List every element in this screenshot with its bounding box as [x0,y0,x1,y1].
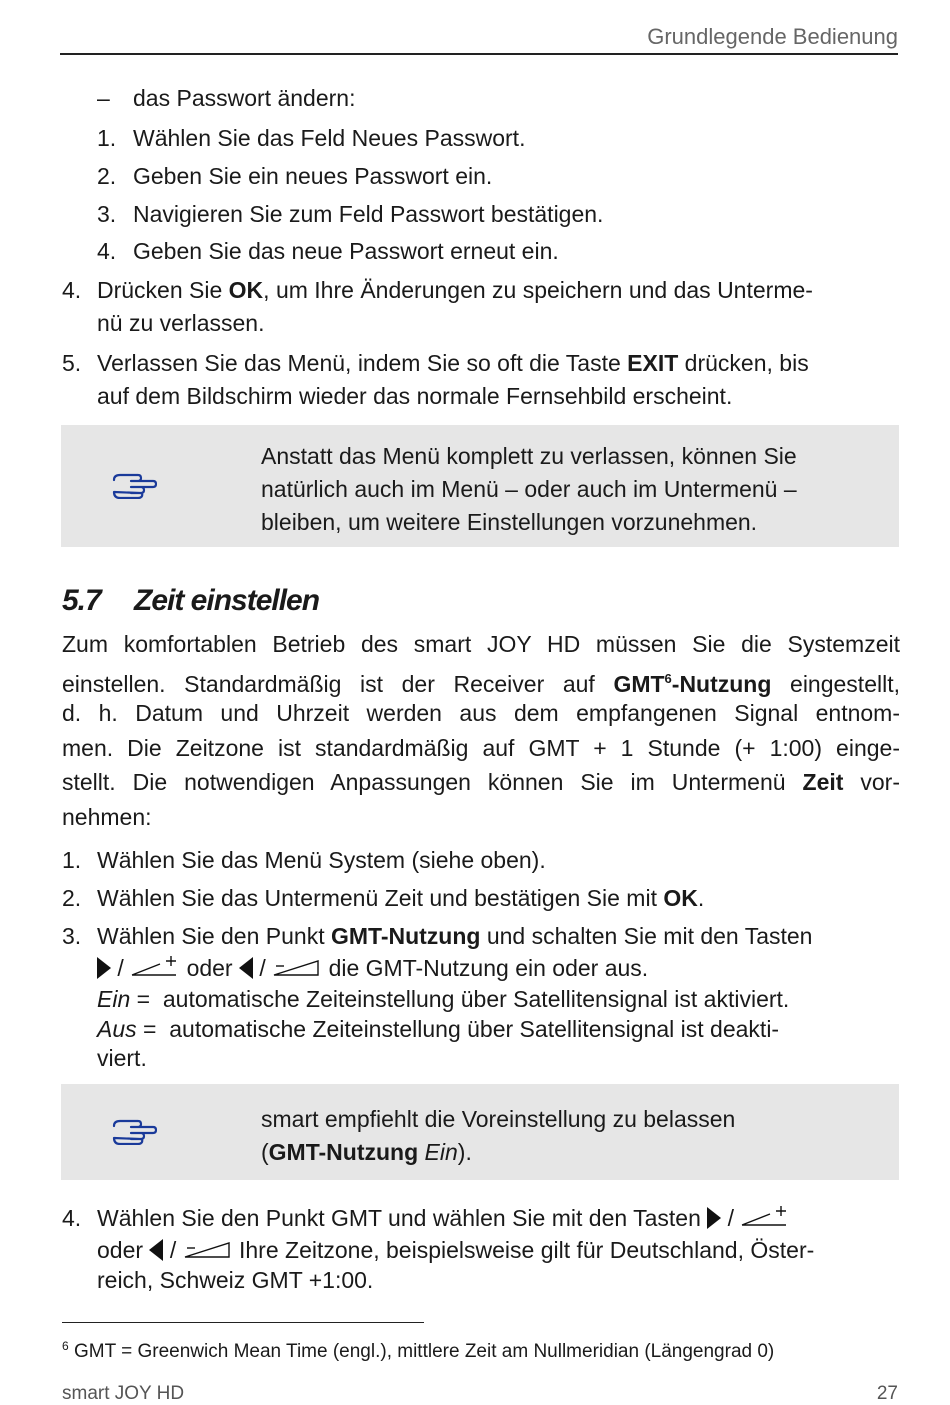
paragraph-line: Zum komfortablen Betrieb des smart JOY HD müssen Sie die Systemzeit [62,631,900,657]
left-arrow-key-icon [149,1239,163,1261]
volume-up-key-icon [130,956,180,978]
paragraph-line: einstellen. Standardmäßig ist der Receiver auf GMT$^6$-Nutzung eingestellt, [62,670,900,697]
step-text-continued: nü zu verlassen. [97,310,265,336]
list-item-text: Geben Sie ein neues Passwort ein. [133,163,493,189]
ok-key-label: OK [228,277,264,303]
item-number: 4. [97,238,117,264]
list-item [97,123,116,153]
volume-down-key-icon [272,956,322,978]
note-box [61,1084,899,1180]
list-item-text: Wählen Sie das Feld Neues Passwort. [133,125,526,151]
intro-paragraph [62,627,900,835]
note-line: bleiben, um weitere Einstellungen vorzunehmen. [261,509,758,535]
item-number: 3. [97,201,117,227]
note-line: natürlich auch im Menü – oder auch im Untermenü – [261,476,797,502]
aus-definition-continued: viert. [97,1045,147,1071]
section-heading [62,584,319,618]
dash-bullet: – [97,85,110,111]
paragraph-line: d. h. Datum und Uhrzeit werden aus dem empfangenen Signal entnom- [62,700,900,727]
item-number: 2. [97,163,117,189]
step-number: 5. [62,350,82,376]
aus-definition: Aus = automatische Zeiteinstellung über Satellitensignal ist deakti- [97,1016,780,1042]
note-box [61,425,899,547]
step-text-continued: oder / Ihre Zeitzone, beispielsweise gilt für Deutschland, Öster- [97,1237,815,1263]
footnote-rule [62,1322,424,1323]
section-title: Zeit einstellen [134,584,320,617]
footnote [62,1333,774,1365]
step-text: Drücken Sie OK, um Ihre Änderungen zu speichern und das Unterme- [97,277,813,303]
step-number: 2. [62,885,82,911]
password-intro: das Passwort ändern: [133,85,356,111]
running-header: Grundlegende Bedienung [647,24,898,49]
ein-definition: Ein = automatische Zeiteinstellung über Satellitensignal ist aktiviert. [97,986,790,1012]
list-item-text: Geben Sie das neue Passwort erneut ein. [133,238,559,264]
exit-key-label: EXIT [627,350,679,376]
step-number: 3. [62,923,82,949]
volume-up-key-icon [740,1206,790,1228]
step-number: 1. [62,847,82,873]
footer-product: smart JOY HD [62,1383,185,1404]
paragraph-line: stellt. Die notwendigen Anpassungen können Sie im Untermenü Zeit vor- [62,769,900,796]
paragraph-line: men. Die Zeitzone ist standardmäßig auf GMT + 1 Stunde (+ 1:00) einge- [62,734,900,761]
pointing-hand-icon [111,1117,157,1145]
right-arrow-key-icon [707,1207,721,1229]
page-number: 27 [876,1383,898,1404]
step-number: 4. [62,277,82,303]
step-text: Wählen Sie das Untermenü Zeit und bestätigen Sie mit OK. [97,885,705,911]
note-line: (GMT-Nutzung Ein). [261,1139,472,1165]
footnote-mark: 6 [62,1339,69,1353]
section-number: 5.7 [62,584,101,617]
step-text-continued: reich, Schweiz GMT +1:00. [97,1267,374,1293]
step-text: Wählen Sie den Punkt GMT-Nutzung und schalten Sie mit den Tasten [97,923,813,949]
header-rule [60,53,898,55]
note-line: smart empfiehlt die Voreinstellung zu belassen [261,1106,736,1132]
step-number: 4. [62,1205,82,1231]
footnote-reference[interactable]: 6 [664,670,672,686]
footnote-text: GMT = Greenwich Mean Time (engl.), mittlere Zeit am Nullmeridian (Längengrad 0) [73,1341,775,1362]
step-text: Wählen Sie den Punkt GMT und wählen Sie mit den Tasten / [97,1203,790,1233]
step-text: Verlassen Sie das Menü, indem Sie so oft die Taste EXIT drücken, bis [97,350,809,376]
paragraph-line: nehmen: [62,803,152,830]
right-arrow-key-icon [97,957,111,979]
volume-down-key-icon [183,1238,233,1260]
step-text: Wählen Sie das Menü System (siehe oben). [97,847,546,873]
list-item-text: Navigieren Sie zum Feld Passwort bestätigen. [133,201,604,227]
item-number: 1. [97,125,117,151]
step-text-continued: auf dem Bildschirm wieder das normale Fernsehbild erscheint. [97,383,733,409]
left-arrow-key-icon [239,957,253,979]
step-text-continued: / oder / die GMT-Nutzung ein oder aus. [97,953,648,983]
pointing-hand-icon [111,471,157,499]
note-line: Anstatt das Menü komplett zu verlassen, können Sie [261,443,797,469]
